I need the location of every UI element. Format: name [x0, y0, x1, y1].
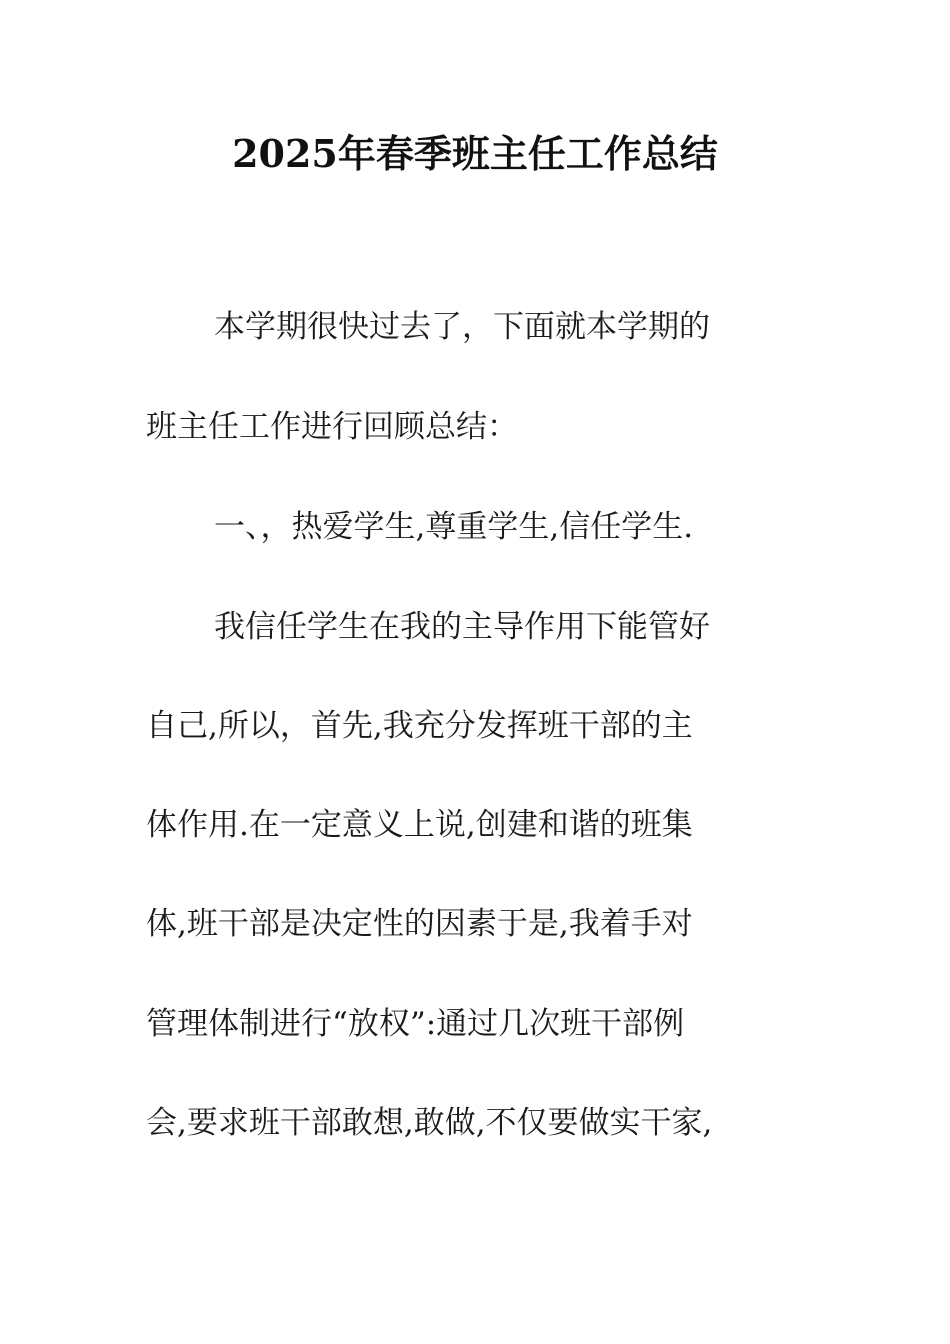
- paragraph-line-1: 本学期很快过去了，下面就本学期的: [214, 309, 710, 345]
- paragraph-line-4: 自己,所以，首先,我充分发挥班干部的主: [146, 708, 693, 744]
- paragraph-line-7: 管理体制进行“放权”:通过几次班干部例: [146, 1006, 685, 1042]
- paragraph-line-6: 体,班干部是决定性的因素于是,我着手对: [146, 906, 693, 942]
- paragraph-line-2: 班主任工作进行回顾总结：: [146, 409, 518, 445]
- document-title: 2025年春季班主任工作总结: [232, 131, 718, 176]
- paragraph-line-3: 我信任学生在我的主导作用下能管好: [214, 609, 710, 645]
- paragraph-line-8: 会,要求班干部敢想,敢做,不仅要做实干家,: [146, 1105, 713, 1141]
- section-heading-1: 一、，热爱学生,尊重学生,信任学生.: [214, 509, 694, 545]
- paragraph-line-5: 体作用.在一定意义上说,创建和谐的班集: [146, 807, 693, 843]
